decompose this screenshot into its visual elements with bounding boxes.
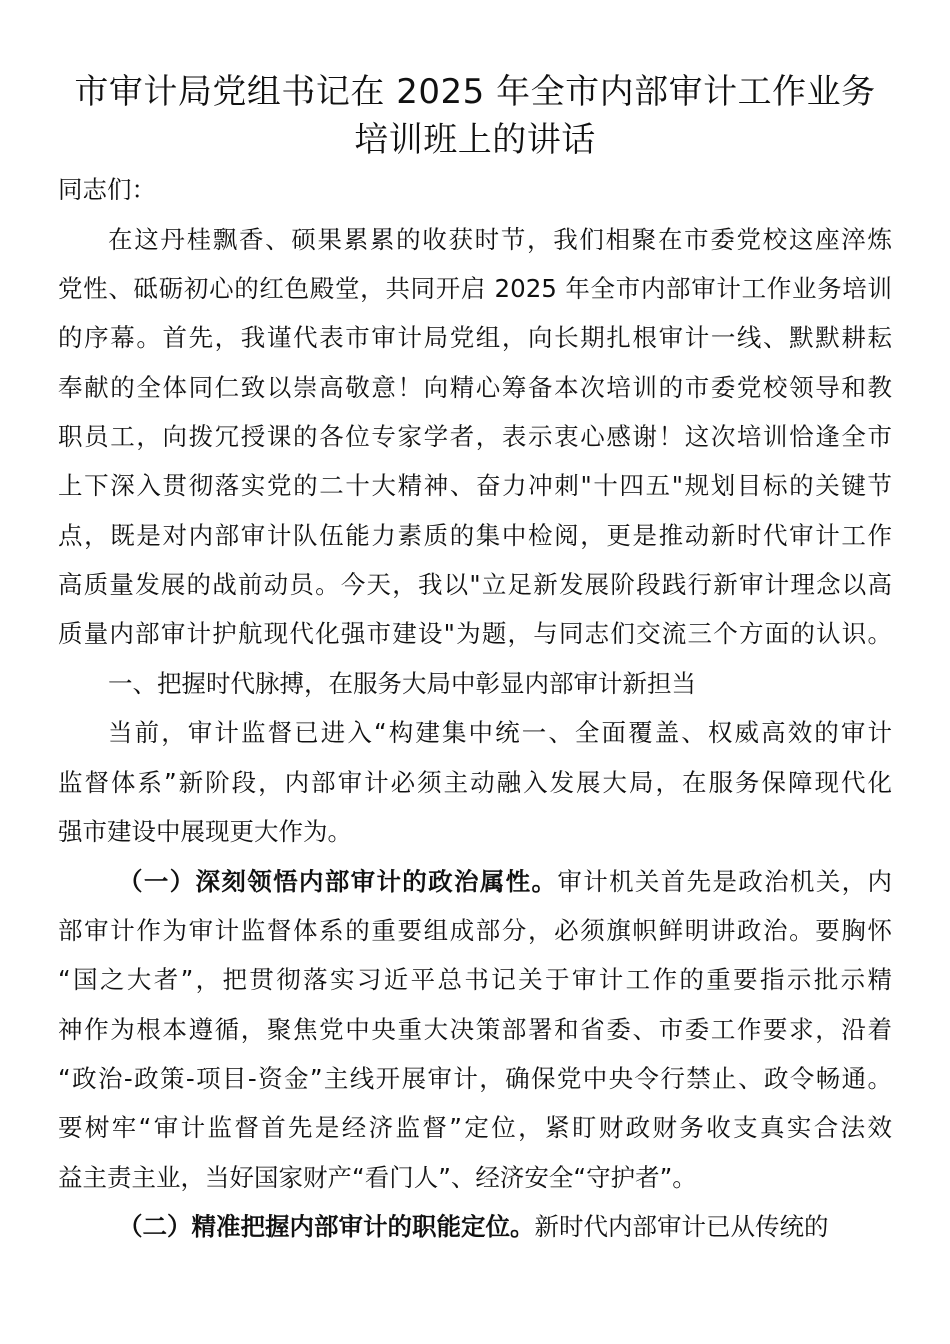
paragraph-line: “国之大者”，把贯彻落实习近平总书记关于审计工作的重要指示批示精	[58, 965, 892, 994]
paragraph-line: 奉献的全体同仁致以崇高敬意！向精心筹备本次培训的市委党校领导和教	[58, 373, 892, 402]
paragraph-line: 质量内部审计护航现代化强市建设"为题，与同志们交流三个方面的认识。	[58, 619, 892, 648]
subsection-2-first-line	[118, 1209, 892, 1245]
paragraph-line: 上下深入贯彻落实党的二十大精神、奋力冲刺"十四五"规划目标的关键节	[58, 471, 892, 500]
subsection-1-first-line	[118, 864, 892, 900]
paragraph-line: 监督体系”新阶段，内部审计必须主动融入发展大局，在服务保障现代化	[58, 768, 892, 797]
paragraph-line: 党性、砥砺初心的红色殿堂，共同开启 2025 年全市内部审计工作业务培训	[58, 274, 892, 303]
paragraph-line: 当前，审计监督已进入“构建集中统一、全面覆盖、权威高效的审计	[108, 718, 892, 747]
section-heading: 一、把握时代脉搏，在服务大局中彰显内部审计新担当	[108, 669, 696, 698]
subsection-2-text: 新时代内部审计已从传统的	[534, 1212, 829, 1241]
paragraph-line: 强市建设中展现更大作为。	[58, 817, 352, 846]
paragraph-line: 在这丹桂飘香、硕果累累的收获时节，我们相聚在市委党校这座淬炼	[108, 225, 892, 254]
document-title-line-1: 市审计局党组书记在 2025 年全市内部审计工作业务	[74, 72, 876, 112]
paragraph-line: 神作为根本遵循，聚焦党中央重大决策部署和省委、市委工作要求，沿着	[58, 1015, 892, 1044]
paragraph-line: “政治-政策-项目-资金”主线开展审计，确保党中央令行禁止、政令畅通。	[58, 1064, 892, 1093]
document-title-line-2: 培训班上的讲话	[354, 120, 596, 160]
paragraph-line: 益主责主业，当好国家财产“看门人”、经济安全“守护者”。	[58, 1163, 697, 1192]
paragraph-line: 高质量发展的战前动员。今天，我以"立足新发展阶段践行新审计理念以高	[58, 570, 892, 599]
paragraph-line: 要树牢“审计监督首先是经济监督”定位，紧盯财政财务收支真实合法效	[58, 1113, 892, 1142]
subsection-1-heading: （一）深刻领悟内部审计的政治属性。	[118, 867, 558, 896]
paragraph-line: 职员工，向拨冗授课的各位专家学者，表示衷心感谢！这次培训恰逢全市	[58, 422, 892, 451]
paragraph-line: 部审计作为审计监督体系的重要组成部分，必须旗帜鲜明讲政治。要胸怀	[58, 916, 892, 945]
subsection-2-heading: （二）精准把握内部审计的职能定位。	[118, 1212, 535, 1241]
salutation: 同志们：	[58, 175, 156, 204]
paragraph-line: 点，既是对内部审计队伍能力素质的集中检阅，更是推动新时代审计工作	[58, 521, 892, 550]
paragraph-line: 的序幕。首先，我谨代表市审计局党组，向长期扎根审计一线、默默耕耘	[58, 323, 892, 352]
subsection-1-text: 审计机关首先是政治机关，内	[557, 867, 893, 896]
